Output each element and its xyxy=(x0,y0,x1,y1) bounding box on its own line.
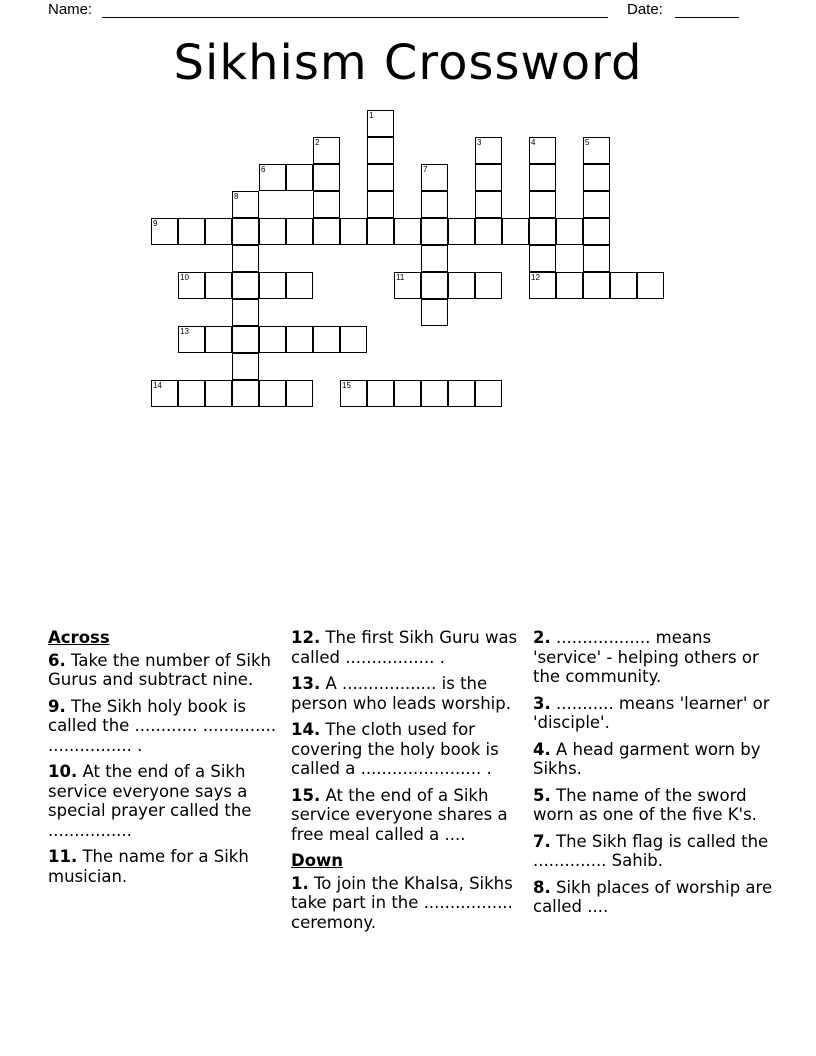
grid-cell[interactable] xyxy=(637,272,664,299)
clue-across-9 xyxy=(48,697,284,756)
grid-cell-number: 9 xyxy=(153,219,158,228)
grid-cell[interactable] xyxy=(178,380,205,407)
grid-cell[interactable] xyxy=(313,218,340,245)
grid-cell[interactable] xyxy=(178,272,205,299)
grid-cell[interactable] xyxy=(529,245,556,272)
clue-text: The cloth used for covering the holy book is called a ....................... . xyxy=(291,720,499,778)
clue-across-6 xyxy=(48,651,284,690)
clue-text: The name for a Sikh musician. xyxy=(48,847,249,886)
grid-cell[interactable] xyxy=(394,380,421,407)
clue-text: Sikh places of worship are called .... xyxy=(533,877,773,916)
clue-down-5 xyxy=(533,786,773,825)
grid-cell[interactable] xyxy=(286,272,313,299)
grid-cell[interactable] xyxy=(583,245,610,272)
clue-text: To join the Khalsa, Sikhs take part in the ................. ceremony. xyxy=(291,873,513,932)
grid-cell[interactable] xyxy=(286,326,313,353)
clue-text: At the end of a Sikh service everyone shares a free meal called a .... xyxy=(291,785,508,844)
grid-cell[interactable] xyxy=(313,164,340,191)
crossword-grid xyxy=(0,0,816,430)
grid-cell[interactable] xyxy=(205,326,232,353)
clues-column-left xyxy=(48,628,284,893)
clue-number: 12. xyxy=(291,628,321,647)
grid-cell[interactable] xyxy=(529,218,556,245)
clue-number: 1. xyxy=(291,873,309,893)
grid-cell[interactable] xyxy=(151,218,178,245)
clue-number: 3. xyxy=(533,693,551,713)
grid-cell[interactable] xyxy=(367,110,394,137)
clue-across-14 xyxy=(291,720,527,779)
clue-across-11 xyxy=(48,847,284,886)
clue-down-2 xyxy=(533,628,773,687)
grid-cell[interactable] xyxy=(421,299,448,326)
grid-cell[interactable] xyxy=(340,380,367,407)
grid-cell[interactable] xyxy=(232,191,259,218)
grid-cell[interactable] xyxy=(583,191,610,218)
grid-cell[interactable] xyxy=(259,326,286,353)
grid-cell[interactable] xyxy=(205,380,232,407)
grid-cell[interactable] xyxy=(421,164,448,191)
clue-down-4 xyxy=(533,740,773,779)
grid-cell[interactable] xyxy=(259,164,286,191)
grid-cell[interactable] xyxy=(448,380,475,407)
grid-cell[interactable] xyxy=(205,218,232,245)
grid-cell[interactable] xyxy=(313,137,340,164)
page-title: Sikhism Crossword xyxy=(173,35,643,91)
clue-number: 7. xyxy=(533,831,551,851)
grid-cell[interactable] xyxy=(232,326,259,353)
clue-down-7 xyxy=(533,832,773,871)
grid-cell[interactable] xyxy=(448,218,475,245)
down-heading: Down xyxy=(291,851,344,870)
clue-number: 11. xyxy=(48,847,78,866)
grid-cell-number: 10 xyxy=(180,273,189,282)
grid-cell[interactable] xyxy=(367,191,394,218)
grid-cell[interactable] xyxy=(259,218,286,245)
grid-cell[interactable] xyxy=(502,218,529,245)
across-heading: Across xyxy=(48,628,110,647)
clue-number: 6. xyxy=(48,650,66,670)
grid-cell[interactable] xyxy=(232,245,259,272)
clue-text: At the end of a Sikh service everyone says a special prayer called the ................ xyxy=(48,762,252,840)
clue-down-3 xyxy=(533,694,773,733)
grid-cell[interactable] xyxy=(529,272,556,299)
date-label: Date: xyxy=(627,1,663,18)
grid-cell[interactable] xyxy=(178,218,205,245)
grid-cell[interactable] xyxy=(286,218,313,245)
grid-cell[interactable] xyxy=(313,326,340,353)
clue-text: The Sikh holy book is called the ............ .............. ................ . xyxy=(48,696,277,755)
grid-cell[interactable] xyxy=(583,272,610,299)
clue-down-1 xyxy=(291,874,527,933)
clue-down-8 xyxy=(533,878,773,917)
grid-cell[interactable] xyxy=(286,164,313,191)
grid-cell[interactable] xyxy=(475,380,502,407)
clue-number: 2. xyxy=(533,628,551,647)
clue-number: 10. xyxy=(48,762,78,781)
clue-across-10 xyxy=(48,762,284,840)
clue-number: 13. xyxy=(291,674,321,693)
grid-cell[interactable] xyxy=(286,380,313,407)
grid-cell[interactable] xyxy=(475,164,502,191)
grid-cell-number: 5 xyxy=(585,138,590,147)
grid-cell[interactable] xyxy=(475,272,502,299)
clue-text: The Sikh flag is called the .............. Sahib. xyxy=(533,831,769,870)
grid-cell[interactable] xyxy=(529,137,556,164)
clue-number: 8. xyxy=(533,877,551,897)
clue-number: 4. xyxy=(533,739,551,759)
grid-cell[interactable] xyxy=(421,380,448,407)
name-label: Name: xyxy=(48,1,93,18)
grid-cell[interactable] xyxy=(367,218,394,245)
grid-cell-number: 13 xyxy=(180,327,189,336)
clue-across-15 xyxy=(291,786,527,845)
grid-cell[interactable] xyxy=(583,164,610,191)
clue-text: The name of the sword worn as one of the five K's. xyxy=(533,785,757,824)
grid-cell[interactable] xyxy=(178,326,205,353)
clues-column-right xyxy=(533,628,773,924)
grid-cell[interactable] xyxy=(151,380,178,407)
clue-text: The first Sikh Guru was called ................. . xyxy=(291,628,518,667)
grid-cell-number: 1 xyxy=(369,111,374,120)
clue-across-13 xyxy=(291,674,527,713)
grid-cell[interactable] xyxy=(475,191,502,218)
grid-cell[interactable] xyxy=(556,272,583,299)
grid-cell[interactable] xyxy=(313,191,340,218)
clue-across-12 xyxy=(291,628,527,667)
grid-cell[interactable] xyxy=(232,218,259,245)
clue-number: 15. xyxy=(291,785,321,805)
grid-cell-number: 11 xyxy=(396,273,405,282)
grid-cell[interactable] xyxy=(367,380,394,407)
grid-cell-number: 12 xyxy=(531,273,540,282)
grid-cell[interactable] xyxy=(583,218,610,245)
clue-text: A head garment worn by Sikhs. xyxy=(533,739,761,778)
grid-cell[interactable] xyxy=(259,380,286,407)
grid-cell[interactable] xyxy=(259,272,286,299)
grid-cell-number: 6 xyxy=(261,165,266,174)
grid-cell-number: 14 xyxy=(153,381,162,390)
grid-cell[interactable] xyxy=(529,191,556,218)
clue-text: ........... means 'learner' or 'disciple'. xyxy=(533,693,770,732)
grid-cell-number: 2 xyxy=(315,138,320,147)
grid-cell[interactable] xyxy=(367,137,394,164)
grid-cell[interactable] xyxy=(583,137,610,164)
grid-cell[interactable] xyxy=(232,272,259,299)
clue-number: 9. xyxy=(48,696,66,716)
grid-cell[interactable] xyxy=(529,164,556,191)
grid-cell[interactable] xyxy=(475,218,502,245)
grid-cell-number: 4 xyxy=(531,138,536,147)
grid-cell[interactable] xyxy=(367,164,394,191)
grid-cell-number: 7 xyxy=(423,165,428,174)
grid-cell[interactable] xyxy=(475,137,502,164)
grid-cell[interactable] xyxy=(421,245,448,272)
grid-cell[interactable] xyxy=(610,272,637,299)
grid-cell[interactable] xyxy=(394,218,421,245)
grid-cell[interactable] xyxy=(232,353,259,380)
clue-text: .................. means 'service' - helping others or the community. xyxy=(533,628,759,686)
grid-cell-number: 3 xyxy=(477,138,482,147)
grid-cell[interactable] xyxy=(205,272,232,299)
grid-cell-number: 8 xyxy=(234,192,239,201)
grid-cell[interactable] xyxy=(232,380,259,407)
grid-cell[interactable] xyxy=(421,272,448,299)
clue-text: A .................. is the person who leads worship. xyxy=(291,674,511,713)
clues-column-middle xyxy=(291,628,527,939)
grid-cell[interactable] xyxy=(421,191,448,218)
grid-cell-number: 15 xyxy=(342,381,351,390)
grid-cell[interactable] xyxy=(556,218,583,245)
grid-cell[interactable] xyxy=(394,272,421,299)
grid-cell[interactable] xyxy=(340,326,367,353)
grid-cell[interactable] xyxy=(448,272,475,299)
clue-number: 14. xyxy=(291,720,321,739)
clue-text: Take the number of Sikh Gurus and subtract nine. xyxy=(48,650,272,689)
grid-cell[interactable] xyxy=(340,218,367,245)
grid-cell[interactable] xyxy=(421,218,448,245)
grid-cell[interactable] xyxy=(232,299,259,326)
clue-number: 5. xyxy=(533,785,551,805)
